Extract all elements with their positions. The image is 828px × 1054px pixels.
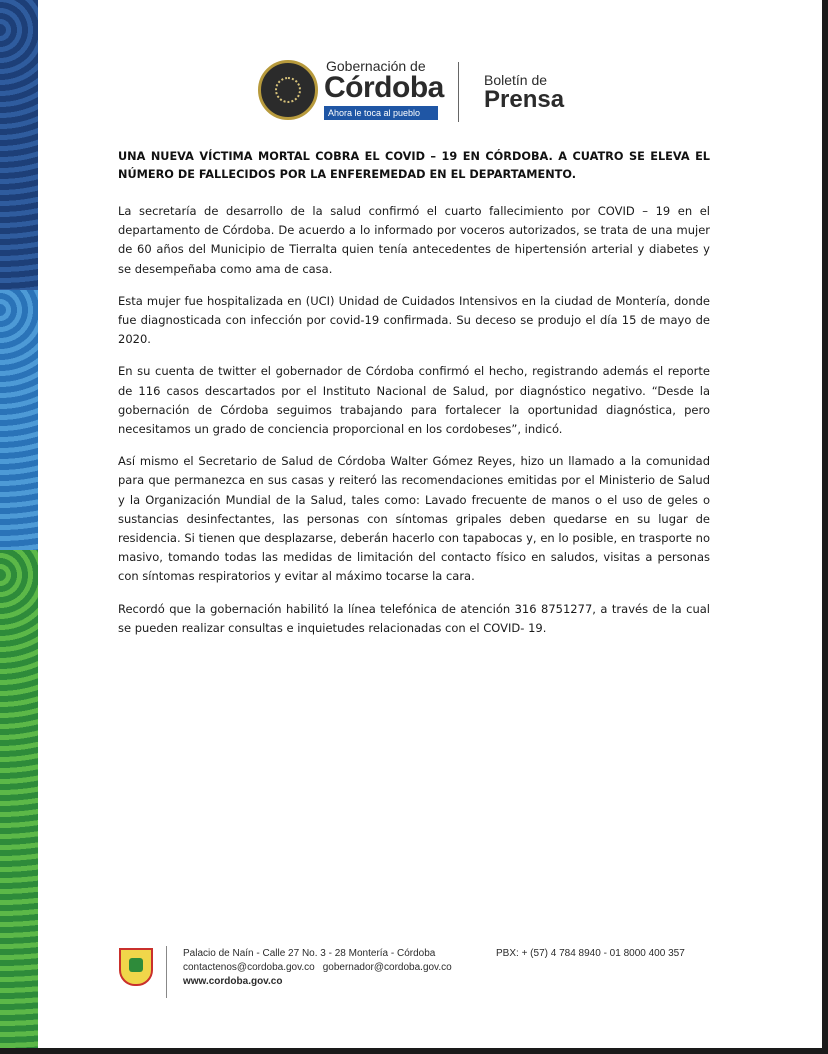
footer-seal-icon bbox=[119, 948, 153, 986]
contact-email[interactable]: contactenos@cordoba.gov.co bbox=[183, 962, 315, 973]
governor-email[interactable]: gobernador@cordoba.gov.co bbox=[322, 962, 452, 973]
decorative-band-middle bbox=[0, 290, 38, 550]
footer-pbx: PBX: + (57) 4 784 8940 - 01 8000 400 357 bbox=[496, 948, 685, 959]
boletin-label: Boletín de bbox=[484, 72, 548, 88]
paragraph: Así mismo el Secretario de Salud de Córdoba Walter Gómez Reyes, hizo un llamado a la comunidad para que permanezca en sus casas y reiteró las recomendaciones emitidas por el Ministerio de Salud y la Organización Mundial de la Salud, tales como: Lavado frecuente de manos o el uso de geles o sustancias desinfectantes, las personas con síntomas gripales deben quedarse en su lugar de residencia. Si tienen que desplazarse, deberán hacerlo con tapabocas y, en lo posible, en trasporte no masivo, tomando todas las medidas de limitación del contacto físico en saludos, visitas a personas con síntomas respiratorios y evitar al máximo tocarse la cara. bbox=[118, 454, 710, 584]
footer-emails bbox=[183, 962, 452, 973]
gov-title-top: Gobernación de bbox=[326, 58, 426, 74]
decorative-band-bottom bbox=[0, 550, 38, 1048]
paragraph: La secretaría de desarrollo de la salud confirmó el cuarto fallecimiento por COVID – 19 en el departamento de Córdoba. De acuerdo a lo informado por voceros autorizados, se trata de una mujer de 60 años del Municipio de Tierralta quien tenía antecedentes de hipertensión arterial y diabetes y se desempeñaba como ama de casa. bbox=[118, 204, 710, 276]
header-divider bbox=[458, 62, 459, 122]
footer-address: Palacio de Naín - Calle 27 No. 3 - 28 Montería - Córdoba bbox=[183, 948, 436, 959]
prensa-label: Prensa bbox=[484, 86, 565, 113]
header-logo bbox=[258, 58, 578, 126]
article bbox=[118, 148, 710, 651]
paragraph: Esta mujer fue hospitalizada en (UCI) Unidad de Cuidados Intensivos en la ciudad de Montería, donde fue diagnosticada con infección por covid-19 confirmada. Su deceso se produjo el día 15 de mayo de 2020. bbox=[118, 293, 710, 347]
decorative-band-top bbox=[0, 0, 38, 290]
headline: UNA NUEVA VÍCTIMA MORTAL COBRA EL COVID – 19 EN CÓRDOBA. A CUATRO SE ELEVA EL NÚMERO DE FALLECIDOS POR LA ENFEREMEDAD EN EL DEPARTAMENTO. bbox=[118, 150, 710, 181]
paragraph: Recordó que la gobernación habilitó la línea telefónica de atención 316 8751277, a través de la cual se pueden realizar consultas e inquietudes relacionadas con el COVID- 19. bbox=[118, 601, 710, 635]
gov-slogan: Ahora le toca al pueblo bbox=[324, 106, 438, 120]
government-seal-icon bbox=[258, 60, 318, 120]
footer-website[interactable]: www.cordoba.gov.co bbox=[183, 976, 283, 987]
paragraph: En su cuenta de twitter el gobernador de Córdoba confirmó el hecho, registrando además el reporte de 116 casos descartados por el Instituto Nacional de Salud, por diagnóstico negativo. “Desde la gobernación de Córdoba seguimos trabajando para fortalecer la oportunidad diagnóstica, pero necesitamos un grado de conciencia proporcional en los cordobeses”, indicó. bbox=[118, 364, 710, 437]
footer-divider bbox=[166, 946, 167, 998]
gov-title-main: Córdoba bbox=[324, 71, 444, 104]
